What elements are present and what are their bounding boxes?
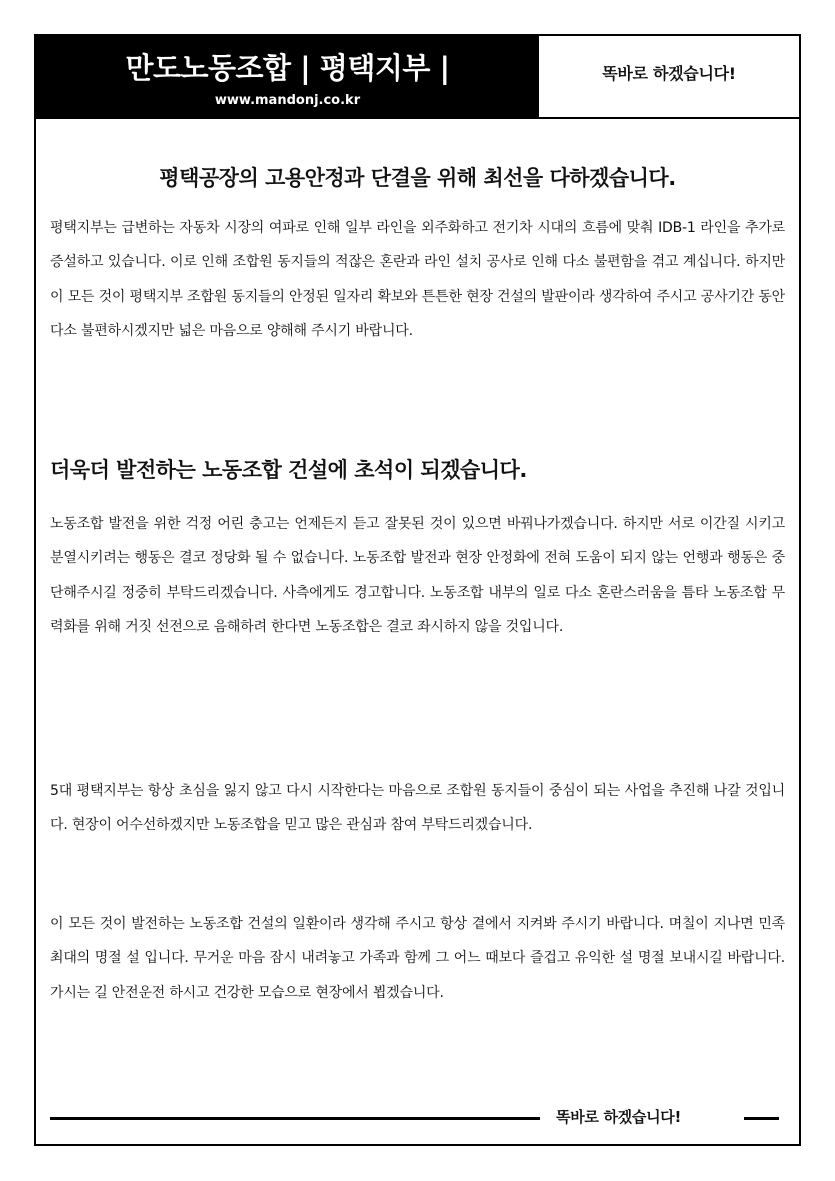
section2-paragraph-1: 노동조합 발전을 위한 걱정 어린 충고는 언제든지 듣고 잘못된 것이 있으면 바꿔나가겠습니다. 하지만 서로 이간질 시키고 분열시키려는 행동은 결코 정당화 될 수 없습니다. 노동조합 발전과 현장 안정화에 전혀 도움이 되지 않는 언행과 행동은 중단해주시길 정중히 부탁드리겠습니다. 사측에게도 경고합니다. 노동조합 내부의 일로 다소 혼란스러움을 틈타 노동조합 무력화를 위해 거짓 선전으로 음해하려 한다면 노동조합은 결코 좌시하지 않을 것입니다.: [50, 516, 785, 635]
footer-rule-right: [744, 1117, 779, 1120]
section2-paragraph-3: 이 모든 것이 발전하는 노동조합 건설의 일환이라 생각해 주시고 항상 곁에서 지켜봐 주시기 바랍니다. 며칠이 지나면 민족 최대의 명절 설 입니다. 무거운 마음 잠시 내려놓고 가족과 함께 그 어느 때보다 즐겁고 유익한 설 명절 보내시길 바랍니다. 가시는 길 안전운전 하시고 건강한 모습으로 현장에서 뵙겠습니다.: [50, 916, 785, 1001]
header-banner: [36, 36, 539, 119]
section1-heading: 평택공장의 고용안정과 단결을 위해 최선을 다하겠습니다.: [159, 166, 676, 190]
website-url: www.mandonj.co.kr: [214, 93, 361, 108]
section2-paragraph-2: 5대 평택지부는 항상 초심을 잃지 않고 다시 시작한다는 마음으로 조합원 동지들이 중심이 되는 사업을 추진해 나갈 것입니다. 현장이 어수선하겠지만 노동조합을 믿고 많은 관심과 참여 부탁드리겠습니다.: [50, 783, 785, 834]
footer: [50, 1106, 779, 1130]
section2-heading: 더욱더 발전하는 노동조합 건설에 초석이 되겠습니다.: [50, 458, 527, 482]
footer-slogan: 똑바로 하겠습니다!: [556, 1108, 681, 1126]
union-title: 만도노동조합 | 평택지부 |: [125, 51, 450, 85]
header-slogan: 똑바로 하겠습니다!: [602, 64, 736, 83]
page-frame: [34, 34, 801, 1146]
header-slogan-box: [539, 36, 799, 119]
footer-rule-left: [50, 1117, 540, 1120]
section1-paragraph: 평택지부는 급변하는 자동차 시장의 여파로 인해 일부 라인을 외주화하고 전기차 시대의 흐름에 맞춰 IDB-1 라인을 추가로 증설하고 있습니다. 이로 인해 조합원 동지들의 적잖은 혼란과 라인 설치 공사로 인해 다소 불편함을 겪고 계십니다. 하지만 이 모든 것이 평택지부 조합원 동지들의 안정된 일자리 확보와 튼튼한 현장 건설의 발판이라 생각하여 주시고 공사기간 동안 다소 불편하시겠지만 넓은 마음으로 양해해 주시기 바랍니다.: [50, 220, 785, 339]
